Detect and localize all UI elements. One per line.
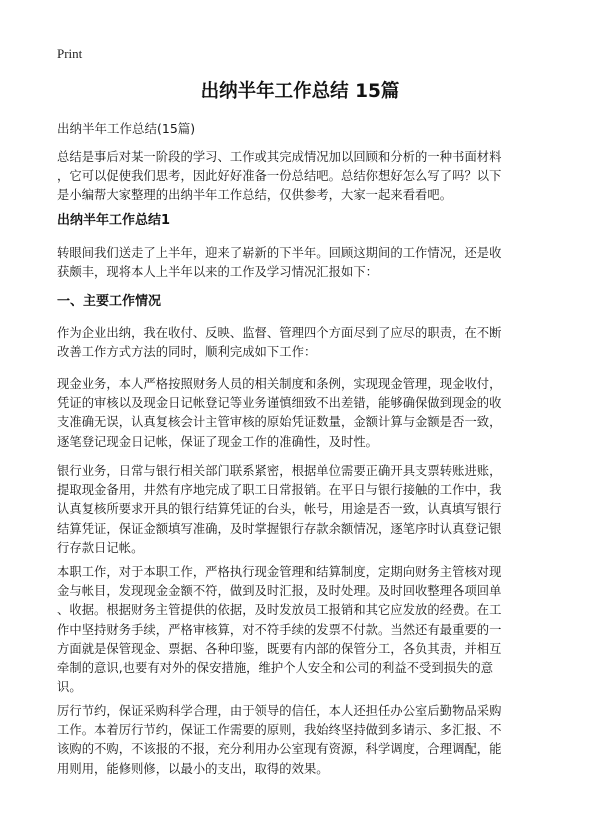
text-line: 工作。本着厉行节约，保证工作需要的原则，我始终坚持做到多请示、多汇报、不 (57, 723, 502, 738)
print-label: Print (57, 46, 83, 61)
text-line: 银行业务，日常与银行相关部门联系紧密，根据单位需要正确开具支票转账进账， (57, 464, 502, 478)
paragraph-cash-business (57, 375, 547, 452)
text-line: 用则用，能修则修，以最小的支出，取得的效果。 (57, 761, 329, 776)
text-line: 作为企业出纳，我在收付、反映、监督、管理四个方面尽到了应尽的职责，在不断 (57, 326, 502, 340)
text-line: 逐笔登记现金日记帐，保证了现金工作的准确性，及时性。 (57, 434, 379, 449)
text-line: 改善工作方式方法的同时，顺利完成如下工作： (57, 345, 317, 360)
page-title: 出纳半年工作总结 15篇 (200, 81, 400, 102)
text-line: 该购的不购，不该报的不报，充分利用办公室现有资源，科学调度，合理调配，能 (57, 742, 502, 757)
text-line: 总结是事后对某一阶段的学习、工作或其完成情况加以回顾和分析的一种书面材料 (57, 150, 502, 164)
text-line: 作中坚持财务手续，严格审核算，对不符手续的发票不付款。当然还有最重要的一 (57, 622, 502, 637)
text-line: 、收据。根据财务主管提供的依据，及时发放员工报销和其它应发放的经费。在工 (57, 603, 502, 618)
paragraph-duties (57, 563, 547, 697)
text-line: 认真复核所要求开具的银行结算凭证的台头，帐号，用途是否一致，认真填写银行 (57, 502, 502, 517)
text-line: 识。 (57, 680, 82, 695)
text-line: 转眼间我们送走了上半年，迎来了崭新的下半年。回顾这期间的工作情况，还是收 (57, 246, 502, 260)
text-line: 支准确无误，认真复核会计主管审核的原始凭证数量，金额计算与金额是否一致， (57, 415, 502, 430)
paragraph-procurement (57, 702, 547, 779)
subheading: 一、主要工作情况 (57, 294, 162, 309)
text-line: 结算凭证，保证金额填写准确，及时掌握银行存款余额情况，逐笔序时认真登记银 (57, 521, 502, 536)
document-subtitle: 出纳半年工作总结(15篇) (57, 121, 196, 136)
paragraph-1 (57, 244, 547, 282)
text-line: 本职工作，对于本职工作，严格执行现金管理和结算制度，定期向财务主管核对现 (57, 565, 502, 579)
paragraph-2 (57, 324, 547, 362)
text-line: ，它可以促使我们思考，因此好好准备一份总结吧。总结你想好怎么写了吗？以下 (57, 169, 502, 184)
text-line: 行存款日记帐。 (57, 540, 144, 555)
text-line: 方面就是保管现金、票据、各种印鉴，既要有内部的保管分工，各负其责，并相互 (57, 641, 502, 656)
text-line: 提取现金备用，井然有序地完成了职工日常报销。在平日与银行接触的工作中，我 (57, 483, 502, 498)
text-line: 牵制的意识,也要有对外的保安措施，维护个人安全和公司的利益不受到损失的意 (57, 661, 494, 676)
text-line: 厉行节约，保证采购科学合理，由于领导的信任，本人还担任办公室后勤物品采购 (57, 704, 502, 718)
text-line: 获颇丰，现将本人上半年以来的工作及学习情况汇报如下： (57, 265, 379, 280)
text-line: 是小编帮大家整理的出纳半年工作总结，仅供参考，大家一起来看看吧。 (57, 188, 453, 203)
intro-paragraph (57, 148, 547, 206)
text-line: 凭证的审核以及现金日记帐登记等业务谨慎细致不出差错，能够确保做到现金的收 (57, 396, 502, 411)
text-line: 金与帐目，发现现金金额不符，做到及时汇报，及时处理。及时回收整理各项回单 (57, 584, 502, 599)
text-line: 现金业务，本人严格按照财务人员的相关制度和条例，实现现金管理，现金收付， (57, 377, 502, 391)
paragraph-bank-business (57, 462, 547, 558)
section-heading: 出纳半年工作总结1 (57, 213, 171, 228)
